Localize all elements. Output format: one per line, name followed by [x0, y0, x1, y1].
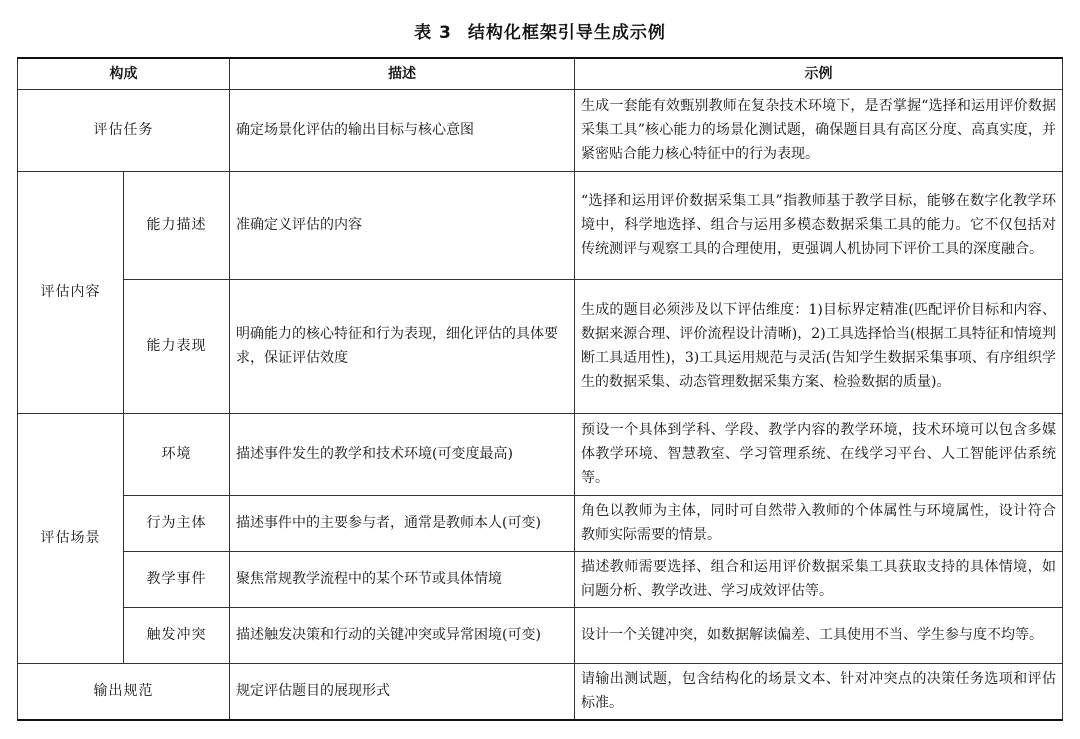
table-title: 结构化框架引导生成示例	[467, 23, 666, 43]
table-row	[18, 279, 1063, 413]
sub-ability-performance: 能力表现	[124, 279, 230, 413]
category-output: 输出规范	[18, 663, 230, 720]
description-environment: 描述事件发生的教学和技术环境(可变度最高)	[230, 413, 575, 495]
table-row	[18, 607, 1063, 663]
example-ability-description: “选择和运用评价数据采集工具”指教师基于教学目标，能够在数字化教学环境中，科学地选择、组合与运用多模态数据采集工具的能力。它不仅包括对传统测评与观察工具的合理使用，更强调人机协同下评价工具的深度融合。	[575, 171, 1063, 279]
description-teaching-event: 聚焦常规教学流程中的某个环节或具体情境	[230, 551, 575, 607]
category-task: 评估任务	[18, 89, 230, 171]
table-row	[18, 413, 1063, 495]
table-caption	[0, 18, 1080, 43]
table-row	[18, 551, 1063, 607]
sub-trigger-conflict: 触发冲突	[124, 607, 230, 663]
header-description: 描述	[230, 58, 575, 89]
example-teaching-event: 描述教师需要选择、组合和运用评价数据采集工具获取支持的具体情境，如问题分析、教学改进、学习成效评估等。	[575, 551, 1063, 607]
table-row	[18, 495, 1063, 551]
framework-table	[17, 57, 1063, 721]
example-output: 请输出测试题，包含结构化的场景文本、针对冲突点的决策任务选项和评估标准。	[575, 663, 1063, 720]
header-example: 示例	[575, 58, 1063, 89]
category-content: 评估内容	[18, 171, 124, 413]
table-number: 表 3	[414, 23, 452, 43]
sub-environment: 环境	[124, 413, 230, 495]
description-output: 规定评估题目的展现形式	[230, 663, 575, 720]
example-environment: 预设一个具体到学科、学段、教学内容的教学环境，技术环境可以包含多媒体教学环境、智慧教室、学习管理系统、在线学习平台、人工智能评估系统等。	[575, 413, 1063, 495]
header-composition: 构成	[18, 58, 230, 89]
sub-actor: 行为主体	[124, 495, 230, 551]
example-actor: 角色以教师为主体，同时可自然带入教师的个体属性与环境属性，设计符合教师实际需要的情景。	[575, 495, 1063, 551]
table-row	[18, 663, 1063, 720]
example-task: 生成一套能有效甄别教师在复杂技术环境下，是否掌握“选择和运用评价数据采集工具”核心能力的场景化测试题，确保题目具有高区分度、高真实度，并紧密贴合能力核心特征中的行为表现。	[575, 89, 1063, 171]
sub-ability-description: 能力描述	[124, 171, 230, 279]
description-ability-performance: 明确能力的核心特征和行为表现，细化评估的具体要求，保证评估效度	[230, 279, 575, 413]
example-ability-performance: 生成的题目必须涉及以下评估维度：1)目标界定精准(匹配评价目标和内容、数据来源合理、评价流程设计清晰)，2)工具选择恰当(根据工具特征和情境判断工具适用性)，3)工具运用规范与灵活(告知学生数据采集事项、有序组织学生的数据采集、动态管理数据采集方案、检验数据的质量)。	[575, 279, 1063, 413]
description-actor: 描述事件中的主要参与者，通常是教师本人(可变)	[230, 495, 575, 551]
description-task: 确定场景化评估的输出目标与核心意图	[230, 89, 575, 171]
category-scene: 评估场景	[18, 413, 124, 663]
description-ability-description: 准确定义评估的内容	[230, 171, 575, 279]
table-row	[18, 171, 1063, 279]
description-trigger-conflict: 描述触发决策和行动的关键冲突或异常困境(可变)	[230, 607, 575, 663]
header-row	[18, 58, 1063, 89]
sub-teaching-event: 教学事件	[124, 551, 230, 607]
example-trigger-conflict: 设计一个关键冲突，如数据解读偏差、工具使用不当、学生参与度不均等。	[575, 607, 1063, 663]
table-row	[18, 89, 1063, 171]
